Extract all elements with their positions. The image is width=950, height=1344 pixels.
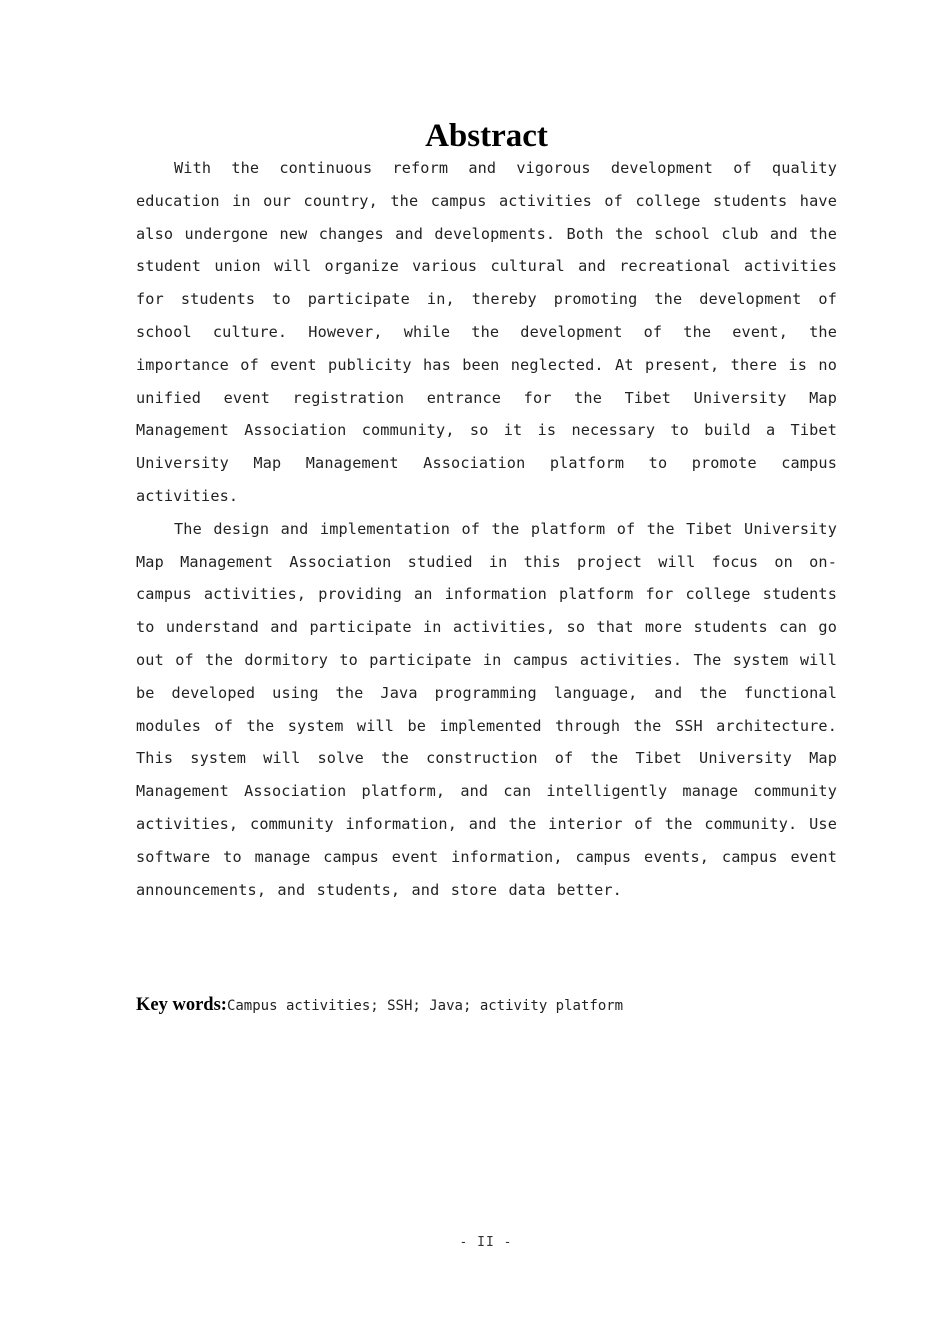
abstract-paragraph-1: With the continuous reform and vigorous development of quality education in our country, the campus activities of college students have also undergone new changes and developments. Both the school club and the student union will organize various cultural and recreational activities for students to participate in, thereby promoting the development of school culture. However, while the development of the event, the importance of event publicity has been neglected. At present, there is no unified event registration entrance for the Tibet University Map Management Association community, so it is necessary to build a Tibet University Map Management Association platform to promote campus activities. <box>136 159 837 505</box>
abstract-body <box>136 152 837 906</box>
abstract-paragraph-2: The design and implementation of the platform of the Tibet University Map Management Association studied in this project will focus on on-campus activities, providing an information platform for college students to understand and participate in activities, so that more students can go out of the dormitory to participate in campus activities. The system will be developed using the Java programming language, and the functional modules of the system will be implemented through the SSH architecture. This system will solve the construction of the Tibet University Map Management Association platform, and can intelligently manage community activities, community information, and the interior of the community. Use software to manage campus event information, campus events, campus event announcements, and students, and store data better. <box>136 519 837 899</box>
keywords-text: Campus activities; SSH; Java; activity platform <box>226 998 624 1014</box>
keywords-line <box>136 991 837 1020</box>
abstract-title: Abstract <box>425 118 548 154</box>
page-number: - II - <box>459 1235 513 1250</box>
keywords-label: Key words: <box>136 995 227 1015</box>
